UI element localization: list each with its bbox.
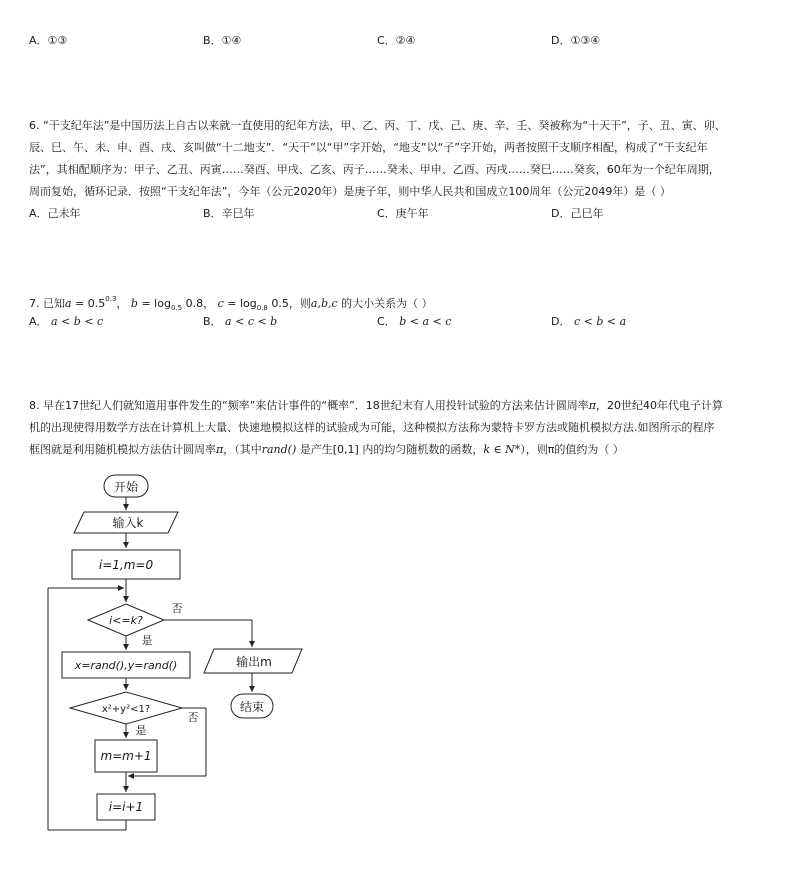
- q8-line-1a: 8. 早在17世纪人们就知道用事件发生的“频率”来估计事件的“概率”．18世纪末有人用投针试验的方法来估计圆周率: [29, 399, 589, 412]
- q8-line-1: [29, 398, 723, 414]
- q7-option-d-expr: c < b < a: [573, 315, 627, 328]
- q8-line-3e: ），则π的值约为（ ）: [520, 443, 624, 456]
- q7-sep-2: ，: [203, 297, 215, 310]
- q7-option-b: [203, 314, 277, 330]
- q7-option-c-expr: b < a < c: [399, 315, 452, 328]
- q8-line-2: 机的出现使得用数学方法在计算机上大量、快速地模拟这样的试验成为可能，这种模拟方法称为蒙特卡罗方法或随机模拟方法.如图所示的程序: [29, 421, 715, 434]
- q6-line-4: 周而复始，循环记录．按照“干支纪年法”，今年（公元2020年）是庚子年，则中华人民共和国成立100周年（公元2049年）是（ ）: [29, 185, 671, 198]
- q7-a-var: a: [65, 297, 72, 310]
- q7-option-b-expr: a < c < b: [225, 315, 278, 328]
- q7-c-var: c: [217, 297, 224, 310]
- q7-option-a-letter: A．: [29, 315, 48, 328]
- q7-a-exponent: 0.3: [105, 295, 117, 303]
- q8-pi-1: π: [588, 399, 597, 412]
- q8-pi-2: π: [216, 443, 224, 456]
- q6-line-3: 法”，其相配顺序为：甲子、乙丑、丙寅……癸酉、甲戌、乙亥、丙子……癸未、甲申、乙酉、丙戌……癸巳……癸亥，60年为一个纪年周期，: [29, 163, 720, 176]
- q6-option-a: A．己未年: [29, 207, 81, 220]
- q6-option-d: D．己巳年: [551, 207, 604, 220]
- q5-option-a: A．①③: [29, 34, 68, 47]
- q8-interval: [0,1]: [332, 443, 359, 456]
- q6-option-c: C．庚午年: [377, 207, 429, 220]
- q6-option-b: B．辛巳年: [203, 207, 255, 220]
- flowchart-input-label: 输入k: [112, 516, 144, 530]
- q8-line-3b: ，（其中: [223, 443, 262, 456]
- q8-line-3a: 框图就是利用随机模拟方法估计圆周率: [29, 443, 216, 456]
- q7-c-eq: = log: [223, 297, 257, 310]
- q7-option-b-letter: B．: [203, 315, 222, 328]
- q7-prefix: 7. 已知: [29, 297, 65, 310]
- q7-b-eq: = log: [137, 297, 171, 310]
- q7-option-d-letter: D．: [551, 315, 571, 328]
- q8-rand: rand(): [261, 443, 297, 456]
- q7-b-base: 0.5: [170, 304, 183, 312]
- q8-line-1b: ，20世纪40年代电子计算: [596, 399, 724, 412]
- q7-option-a-expr: a < b < c: [51, 315, 104, 328]
- flowchart-inci-label: i=i+1: [108, 800, 144, 814]
- flowchart-incm-label: m=m+1: [100, 749, 152, 763]
- q7-option-d: [551, 314, 626, 330]
- q7-c-arg: 0.5: [267, 297, 289, 310]
- flowchart-init-label: i=1,m=0: [98, 558, 154, 572]
- flowchart-no1-label: 否: [171, 602, 183, 615]
- flowchart-output-label: 输出m: [236, 655, 272, 669]
- q5-option-d: D．①③④: [551, 34, 601, 47]
- q7-sep-1: ，: [116, 297, 128, 310]
- flowchart-diagram: [0, 470, 320, 840]
- q5-option-c: C．②④: [377, 34, 416, 47]
- flowchart-yes2-label: 是: [135, 724, 147, 737]
- q5-option-b: B．①④: [203, 34, 242, 47]
- q7-b-var: b: [130, 297, 138, 310]
- q7-c-base: 0.8: [256, 304, 268, 312]
- q7-a-eq: = 0.5: [71, 297, 106, 310]
- q6-line-1: 6. “干支纪年法”是中国历法上自古以来就一直使用的纪年方法，甲、乙、丙、丁、戊、己、庚、辛、壬、癸被称为“十天干”，子、丑、寅、卯、: [29, 119, 726, 132]
- q7-suffix-1: ，则: [288, 297, 311, 310]
- q8-line-3d: 内的均匀随机数的函数，: [358, 443, 484, 456]
- q6-line-2: 辰、巳、午、未、申、酉、戌、亥叫做“十二地支”．“天干”以“甲”字开始，“地支”以“子”字开始，两者按照干支顺序相配，构成了“干支纪年: [29, 141, 708, 154]
- q8-kset: k ∈ N*: [483, 443, 521, 456]
- flowchart-cond1-label: i<=k?: [109, 614, 143, 627]
- flowchart-no2-label: 否: [187, 711, 199, 724]
- q7-suffix-2: 的大小关系为（ ）: [337, 297, 433, 310]
- q7-vars: a,b,c: [310, 297, 338, 310]
- q7-b-arg: 0.8: [182, 297, 204, 310]
- flowchart-cond2-label: x²+y²<1?: [101, 704, 151, 715]
- q7-option-a: [29, 314, 103, 330]
- q7-option-c: [377, 314, 451, 330]
- flowchart-yes1-label: 是: [141, 634, 153, 647]
- flowchart-end-label: 结束: [239, 700, 265, 714]
- flowchart-start-label: 开始: [113, 480, 139, 494]
- q7-option-c-letter: C．: [377, 315, 396, 328]
- flowchart-assign-label: x=rand(),y=rand(): [74, 659, 178, 672]
- q8-line-3: [29, 442, 624, 458]
- q8-line-3c: 是产生: [296, 443, 333, 456]
- q7-stem: [29, 291, 433, 316]
